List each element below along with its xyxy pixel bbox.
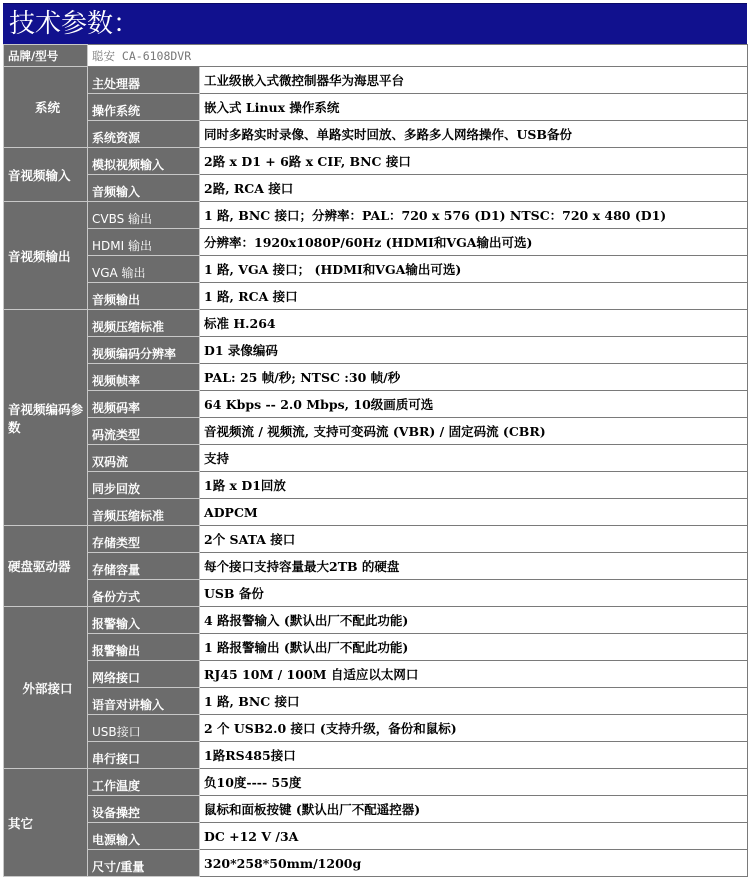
param-label: 音频压缩标准 [88, 499, 200, 526]
param-label: 尺寸/重量 [88, 850, 200, 877]
param-value: 每个接口支持容量最大2TB 的硬盘 [200, 553, 748, 580]
brand-value: 聪安 CA-6108DVR [88, 45, 748, 67]
param-value: 2 个 USB2.0 接口 (支持升级，备份和鼠标) [200, 715, 748, 742]
table-row [4, 67, 748, 94]
param-value: 音视频流 / 视频流, 支持可变码流 (VBR) / 固定码流 (CBR) [200, 418, 748, 445]
param-label: 工作温度 [88, 769, 200, 796]
brand-row [4, 45, 748, 67]
param-label: 音频输入 [88, 175, 200, 202]
param-label: 双码流 [88, 445, 200, 472]
param-value: 标准 H.264 [200, 310, 748, 337]
param-label: 报警输入 [88, 607, 200, 634]
param-value: 工业级嵌入式微控制器华为海思平台 [200, 67, 748, 94]
param-label: 报警输出 [88, 634, 200, 661]
group-label: 其它 [4, 769, 88, 877]
param-label: 设备操控 [88, 796, 200, 823]
table-row [4, 418, 748, 445]
param-label: 操作系统 [88, 94, 200, 121]
table-row [4, 742, 748, 769]
param-value: RJ45 10M / 100M 自适应以太网口 [200, 661, 748, 688]
param-value: DC +12 V /3A [200, 823, 748, 850]
group-label: 硬盘驱动器 [4, 526, 88, 607]
param-label: 音频输出 [88, 283, 200, 310]
table-row [4, 472, 748, 499]
table-row [4, 715, 748, 742]
group-label: 外部接口 [4, 607, 88, 769]
table-row [4, 769, 748, 796]
param-value: 1 路, BNC 接口；分辨率：PAL：720 x 576 (D1) NTSC：720 x 480 (D1) [200, 202, 748, 229]
param-value: 4 路报警输入 (默认出厂不配此功能) [200, 607, 748, 634]
group-label: 音视频输出 [4, 202, 88, 310]
spec-table [3, 44, 748, 877]
param-value: 320*258*50mm/1200g [200, 850, 748, 877]
param-label: 视频码率 [88, 391, 200, 418]
param-value: 2个 SATA 接口 [200, 526, 748, 553]
table-row [4, 202, 748, 229]
table-row [4, 337, 748, 364]
table-row [4, 229, 748, 256]
table-row [4, 175, 748, 202]
table-row [4, 310, 748, 337]
group-label: 系统 [4, 67, 88, 148]
param-value: PAL: 25 帧/秒; NTSC :30 帧/秒 [200, 364, 748, 391]
table-row [4, 499, 748, 526]
param-label: 存储容量 [88, 553, 200, 580]
table-row [4, 121, 748, 148]
param-label: 系统资源 [88, 121, 200, 148]
param-value: 鼠标和面板按键 (默认出厂不配遥控器) [200, 796, 748, 823]
param-label: 主处理器 [88, 67, 200, 94]
param-label: 语音对讲输入 [88, 688, 200, 715]
table-row [4, 94, 748, 121]
param-value: 1 路报警输出 (默认出厂不配此功能) [200, 634, 748, 661]
param-value: 负10度---- 55度 [200, 769, 748, 796]
param-label: 网络接口 [88, 661, 200, 688]
param-label: VGA 输出 [88, 256, 200, 283]
param-value: USB 备份 [200, 580, 748, 607]
table-row [4, 148, 748, 175]
table-row [4, 391, 748, 418]
param-value: 支持 [200, 445, 748, 472]
spec-sheet [3, 0, 747, 877]
table-row [4, 823, 748, 850]
param-label: 视频帧率 [88, 364, 200, 391]
group-label: 音视频输入 [4, 148, 88, 202]
table-row [4, 661, 748, 688]
param-value: 64 Kbps -- 2.0 Mbps, 10级画质可选 [200, 391, 748, 418]
page-title: 技术参数： [3, 3, 747, 44]
param-value: 分辨率：1920x1080P/60Hz (HDMI和VGA输出可选) [200, 229, 748, 256]
param-label: 模拟视频输入 [88, 148, 200, 175]
table-row [4, 553, 748, 580]
table-row [4, 364, 748, 391]
param-value: 嵌入式 Linux 操作系统 [200, 94, 748, 121]
param-value: 1路 x D1回放 [200, 472, 748, 499]
param-value: 同时多路实时录像、单路实时回放、多路多人网络操作、USB备份 [200, 121, 748, 148]
param-value: 2路, RCA 接口 [200, 175, 748, 202]
param-label: HDMI 输出 [88, 229, 200, 256]
param-value: D1 录像编码 [200, 337, 748, 364]
param-value: 2路 x D1 + 6路 x CIF, BNC 接口 [200, 148, 748, 175]
table-row [4, 580, 748, 607]
table-row [4, 256, 748, 283]
table-row [4, 526, 748, 553]
param-value: 1 路, RCA 接口 [200, 283, 748, 310]
param-label: CVBS 输出 [88, 202, 200, 229]
param-label: 存储类型 [88, 526, 200, 553]
brand-label: 品牌/型号 [4, 45, 88, 67]
table-row [4, 607, 748, 634]
group-label: 音视频编码参数 [4, 310, 88, 526]
table-row [4, 445, 748, 472]
param-label: 串行接口 [88, 742, 200, 769]
param-value: 1 路, BNC 接口 [200, 688, 748, 715]
table-row [4, 283, 748, 310]
table-row [4, 688, 748, 715]
table-row [4, 850, 748, 877]
param-label: 视频编码分辨率 [88, 337, 200, 364]
param-value: 1路RS485接口 [200, 742, 748, 769]
param-value: ADPCM [200, 499, 748, 526]
param-label: 视频压缩标准 [88, 310, 200, 337]
param-value: 1 路, VGA 接口； (HDMI和VGA输出可选) [200, 256, 748, 283]
param-label: USB接口 [88, 715, 200, 742]
param-label: 码流类型 [88, 418, 200, 445]
table-row [4, 634, 748, 661]
table-row [4, 796, 748, 823]
param-label: 电源输入 [88, 823, 200, 850]
param-label: 同步回放 [88, 472, 200, 499]
param-label: 备份方式 [88, 580, 200, 607]
